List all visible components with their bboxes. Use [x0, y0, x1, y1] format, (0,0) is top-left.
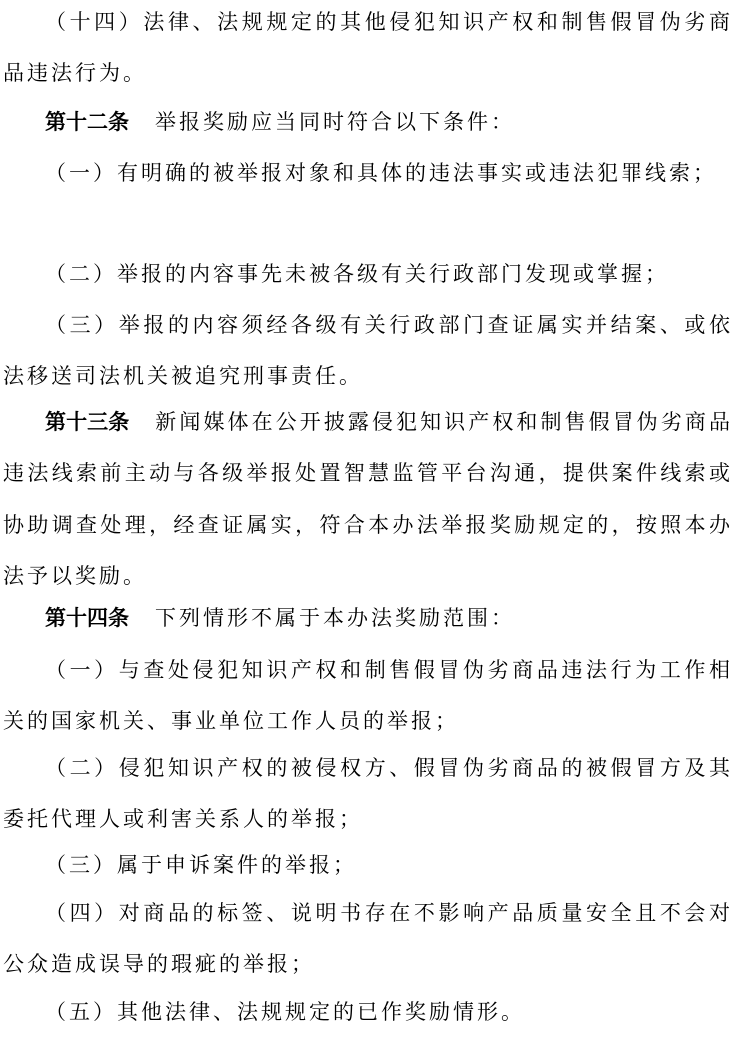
article-12-heading: [3, 97, 733, 148]
paragraph-exclusion-4: [3, 888, 733, 991]
paragraph-item-14: [3, 0, 733, 100]
paragraph-text: 下列情形不属于本办法奖励范围：: [155, 606, 515, 630]
paragraph-text: （三）举报的内容须经各级有关行政部门查证属实并结案、或依法移送司法机关被追究刑事责任。: [3, 313, 733, 389]
paragraph-text: （三）属于申诉案件的举报；: [45, 853, 357, 877]
article-14-heading: [3, 593, 733, 644]
article-13-paragraph: [3, 397, 733, 602]
paragraph-text: （一）与查处侵犯知识产权和制售假冒伪劣商品违法行为工作相关的国家机关、事业单位工作人员的举报；: [3, 658, 733, 734]
paragraph-condition-2: [3, 249, 733, 300]
paragraph-text: （十四）法律、法规规定的其他侵犯知识产权和制售假冒伪劣商品违法行为。: [3, 10, 733, 86]
paragraph-text: （一）有明确的被举报对象和具体的违法事实或违法犯罪线索；: [45, 161, 717, 185]
article-number: 第十三条: [45, 410, 130, 434]
paragraph-exclusion-3: [3, 840, 733, 891]
paragraph-exclusion-1: [3, 645, 733, 748]
paragraph-text: （四）对商品的标签、说明书存在不影响产品质量安全且不会对公众造成误导的瑕疵的举报；: [3, 901, 733, 977]
paragraph-condition-3: [3, 300, 733, 403]
paragraph-text: （二）举报的内容事先未被各级有关行政部门发现或掌握；: [45, 262, 669, 286]
paragraph-condition-1: [3, 148, 733, 199]
paragraph-exclusion-2: [3, 743, 733, 846]
paragraph-text: （五）其他法律、法规规定的已作奖励情形。: [45, 1000, 525, 1024]
paragraph-text: 举报奖励应当同时符合以下条件：: [155, 110, 515, 134]
paragraph-text: （二）侵犯知识产权的被侵权方、假冒伪劣商品的被假冒方及其委托代理人或利害关系人的举报；: [3, 756, 733, 832]
article-number: 第十四条: [45, 606, 129, 630]
paragraph-text: 新闻媒体在公开披露侵犯知识产权和制售假冒伪劣商品违法线索前主动与各级举报处置智慧监管平台沟通，提供案件线索或协助调查处理，经查证属实，符合本办法举报奖励规定的，按照本办法予以奖励。: [3, 410, 733, 588]
paragraph-exclusion-5: [3, 987, 733, 1038]
article-number: 第十二条: [45, 110, 129, 134]
